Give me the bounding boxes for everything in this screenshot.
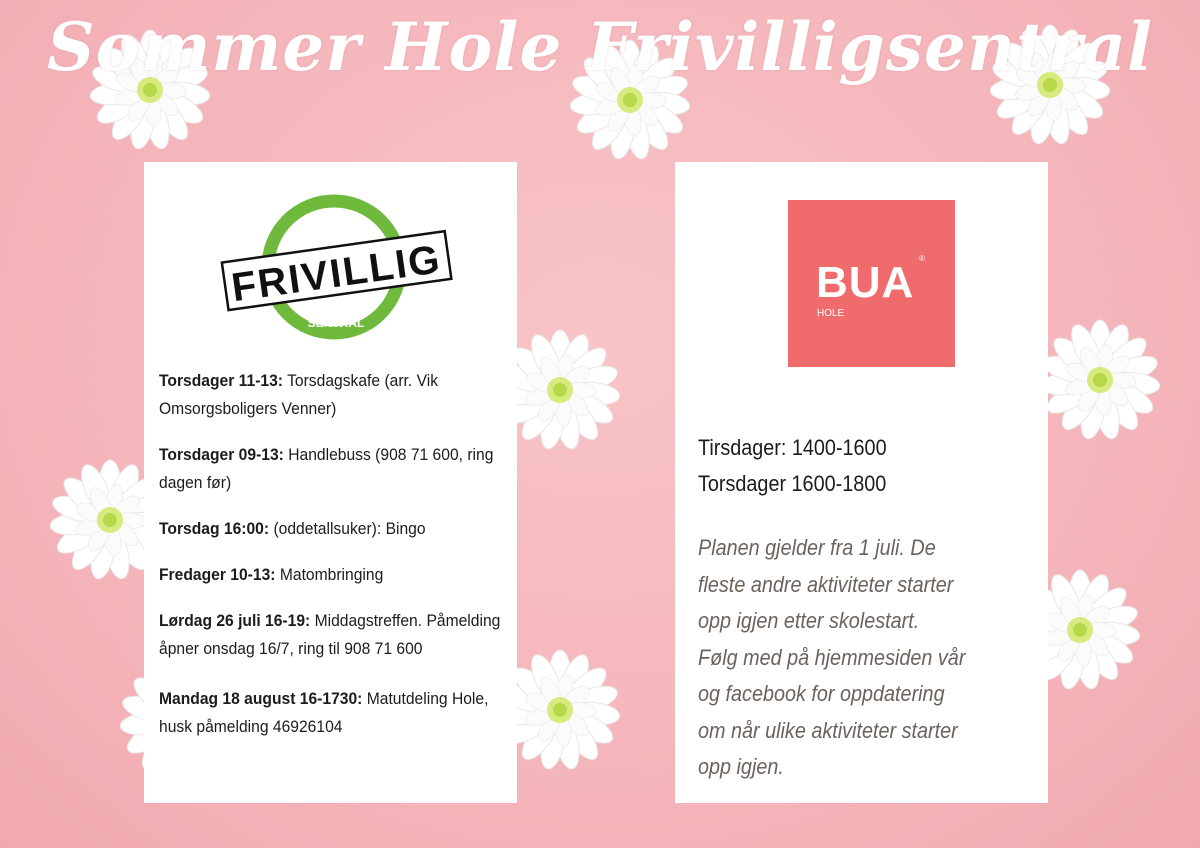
list-item: Fredager 10-13: Matombringing xyxy=(159,565,384,584)
note-line: om når ulike aktiviteter starter xyxy=(698,717,958,743)
note-line: opp igjen etter skolestart. xyxy=(698,608,920,633)
note-line: Planen gjelder fra 1 juli. De xyxy=(698,535,936,560)
bua-logo-sub: HOLE xyxy=(817,308,845,319)
note-line: og facebook for oppdatering xyxy=(698,681,945,706)
note-line: fleste andre aktiviteter starter xyxy=(698,571,954,597)
logo-top-text: HOLE xyxy=(311,212,357,229)
logo-main-text: FRIVILLIG xyxy=(228,237,445,311)
page-title: Sommer Hole Frivilligsentral xyxy=(46,8,1154,86)
bua-logo xyxy=(788,200,955,367)
schedule-list xyxy=(159,367,509,759)
list-item: Torsdag 16:00: (oddetallsuker): Bingo xyxy=(159,519,426,538)
bua-logo-word: BUA xyxy=(816,258,915,307)
note-line: Følg med på hjemmesiden vår xyxy=(698,644,966,670)
info-note xyxy=(698,530,1022,786)
list-item: Mandag 18 august 16-1730: Matutdeling Hole, husk påmelding 46926104 xyxy=(159,689,489,736)
list-item: Torsdager 11-13: Torsdagskafe (arr. Vik Omsorgsboligers Venner) xyxy=(159,371,439,418)
list-item: Lørdag 26 juli 16-19: Middagstreffen. Påmelding åpner onsdag 16/7, ring til 908 71 600 xyxy=(159,611,501,658)
flower-icon xyxy=(1030,310,1170,450)
hours-line: Tirsdager: 1400-1600 xyxy=(698,435,887,460)
hours-line: Torsdager 1600-1800 xyxy=(698,471,887,496)
registered-mark: ® xyxy=(919,254,925,263)
bua-card xyxy=(675,162,1048,803)
frivillig-stamp-logo xyxy=(206,192,456,342)
frivilligsentral-card xyxy=(144,162,517,803)
logo-bottom-text: SENTRAL xyxy=(307,316,365,330)
opening-hours xyxy=(698,430,908,502)
note-line: opp igjen. xyxy=(698,754,784,779)
list-item: Torsdager 09-13: Handlebuss (908 71 600, ring dagen før) xyxy=(159,445,494,492)
